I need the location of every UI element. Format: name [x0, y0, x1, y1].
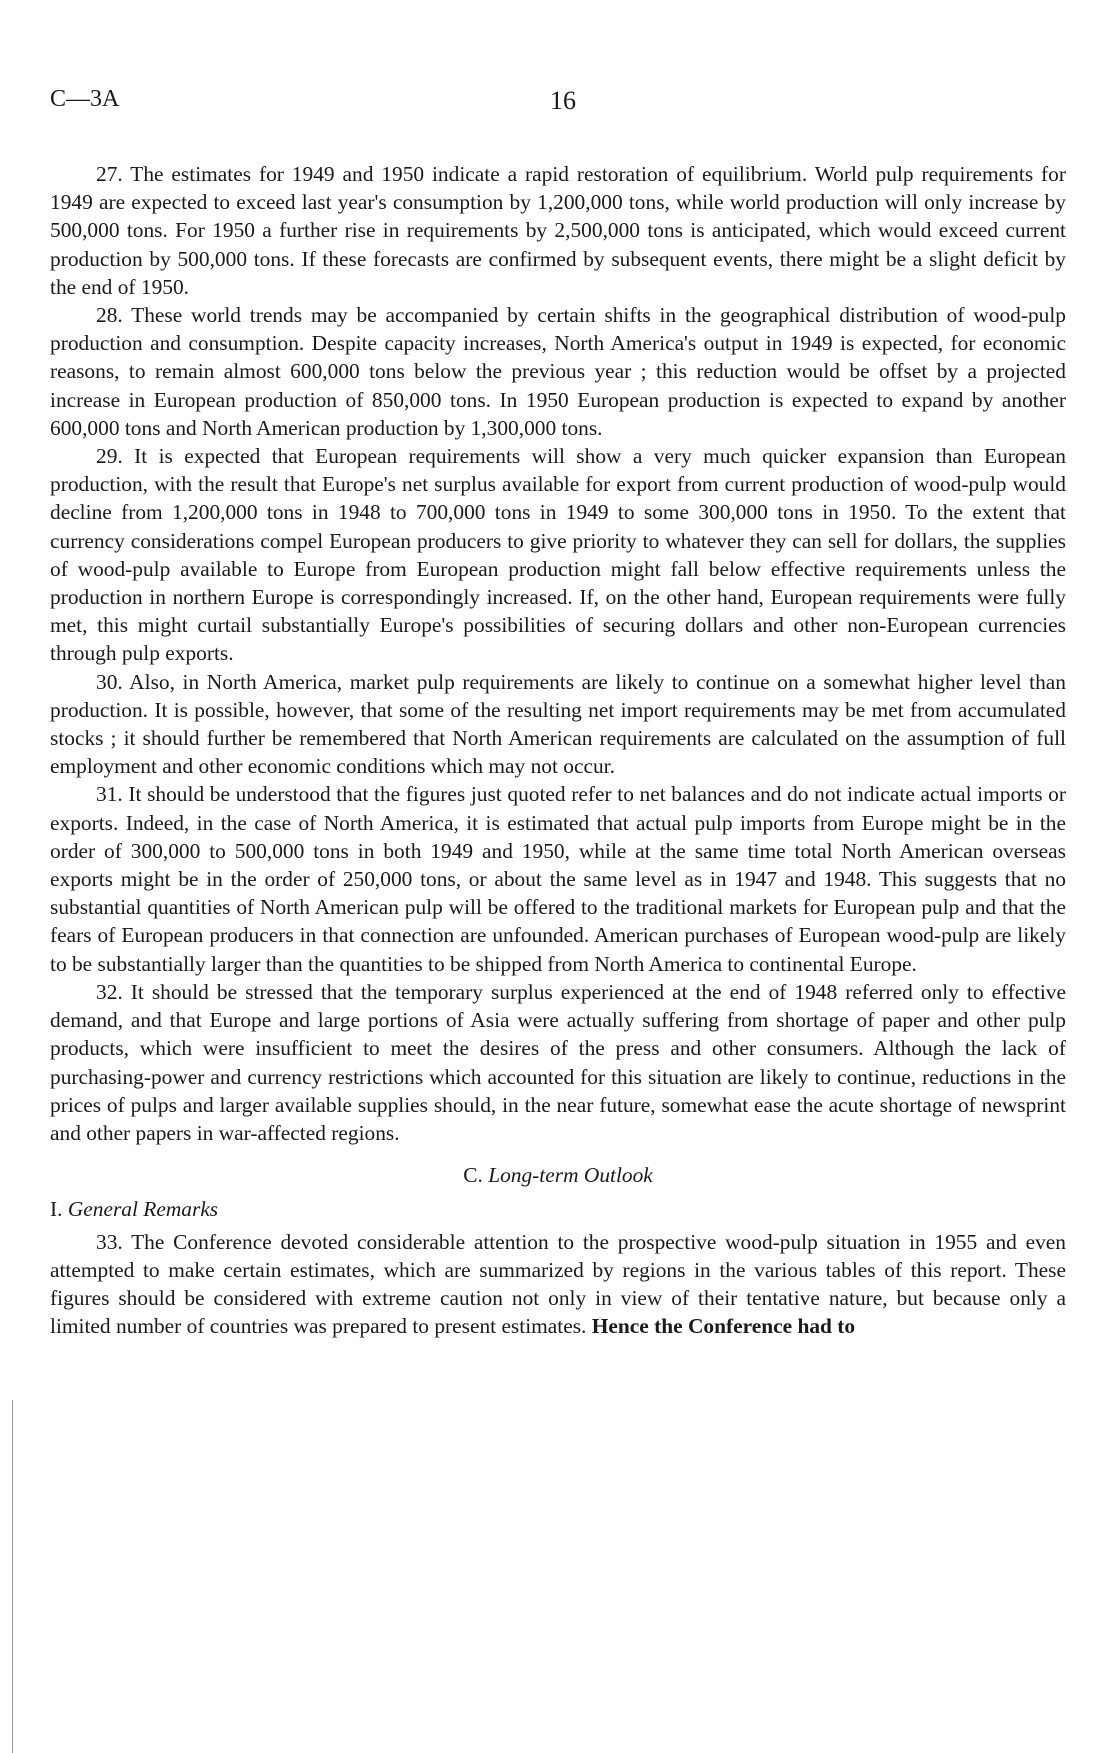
page-edge-rule	[12, 1400, 13, 1753]
paragraph-33-bold-tail: Hence the Conference had to	[591, 1314, 856, 1339]
page-header	[50, 86, 1070, 126]
section-heading-letter: C.	[463, 1163, 483, 1188]
paragraph-28: 28. These world trends may be accompanied by certain shifts in the geographical distribution of wood-pulp production and consumption. Despite capacity increases, North America's output in 1949 is expected, for economic reasons, to remain almost 600,000 tons below the previous year ; this reduction would be offset by a projected increase in European production of 850,000 tons. In 1950 European production is expected to expand by another 600,000 tons and North American production by 1,300,000 tons.	[50, 303, 1066, 440]
body-text	[50, 160, 1066, 1340]
paragraph-33-text: 33. The Conference devoted considerable attention to the prospective wood-pulp situation in 1955 and even attempted to make certain estimates, which are summarized by regions in the various tables of this report. These figures should be considered with extreme caution not only in view of their tentative nature, but because only a limited number of countries was prepared to present estimates.	[50, 1229, 1066, 1339]
section-heading	[50, 1161, 1066, 1189]
sub-heading-number: I.	[50, 1197, 63, 1222]
sub-heading	[50, 1195, 1066, 1223]
paragraph-27: 27. The estimates for 1949 and 1950 indicate a rapid restoration of equilibrium. World pulp requirements for 1949 are expected to exceed last year's consumption by 1,200,000 tons, while world production will only increase by 500,000 tons. For 1950 a further rise in requirements by 2,500,000 tons is anticipated, which would exceed current production by 500,000 tons. If these forecasts are confirmed by subsequent events, there might be a slight deficit by the end of 1950.	[50, 162, 1066, 299]
page-number: 16	[550, 86, 576, 115]
paragraph-29: 29. It is expected that European requirements will show a very much quicker expansion than European production, with the result that Europe's net surplus available for export from current production of wood-pulp would decline from 1,200,000 tons in 1948 to 700,000 tons in 1949 to some 300,000 tons in 1950. To the extent that currency considerations compel European producers to give priority to whatever they can sell for dollars, the supplies of wood-pulp available to Europe from European production might fall below effective requirements unless the production in northern Europe is correspondingly increased. If, on the other hand, European requirements were fully met, this might curtail substantially Europe's possibilities of securing dollars and other non-European currencies through pulp exports.	[50, 444, 1066, 666]
document-code: C—3A	[50, 86, 120, 112]
section-heading-title: Long-term Outlook	[488, 1163, 653, 1188]
paragraph-30: 30. Also, in North America, market pulp requirements are likely to continue on a somewhat higher level than production. It is possible, however, that some of the resulting net import requirements may be met from accumulated stocks ; it should further be remembered that North American requirements are calculated on the assumption of full employment and other economic conditions which may not occur.	[50, 669, 1066, 779]
paragraph-33	[50, 1228, 1066, 1341]
paragraph-32: 32. It should be stressed that the temporary surplus experienced at the end of 1948 referred only to effective demand, and that Europe and large portions of Asia were actually suffering from shortage of paper and other pulp products, which were insufficient to meet the desires of the press and other consumers. Although the lack of purchasing-power and currency restrictions which accounted for this situation are likely to continue, reductions in the prices of pulps and larger available supplies should, in the near future, somewhat ease the acute shortage of newsprint and other papers in war-affected regions.	[50, 979, 1066, 1145]
sub-heading-title: General Remarks	[67, 1197, 219, 1222]
paragraph-31: 31. It should be understood that the figures just quoted refer to net balances and do not indicate actual imports or exports. Indeed, in the case of North America, it is estimated that actual pulp imports from Europe might be in the order of 300,000 to 500,000 tons in both 1949 and 1950, while at the same time total North American overseas exports might be in the order of 250,000 tons, or about the same level as in 1947 and 1948. This suggests that no substantial quantities of North American pulp will be offered to the traditional markets for European pulp and that the fears of European producers in that connection are unfounded. American purchases of European wood-pulp are likely to be substantially larger than the quantities to be shipped from North America to continental Europe.	[50, 782, 1066, 976]
